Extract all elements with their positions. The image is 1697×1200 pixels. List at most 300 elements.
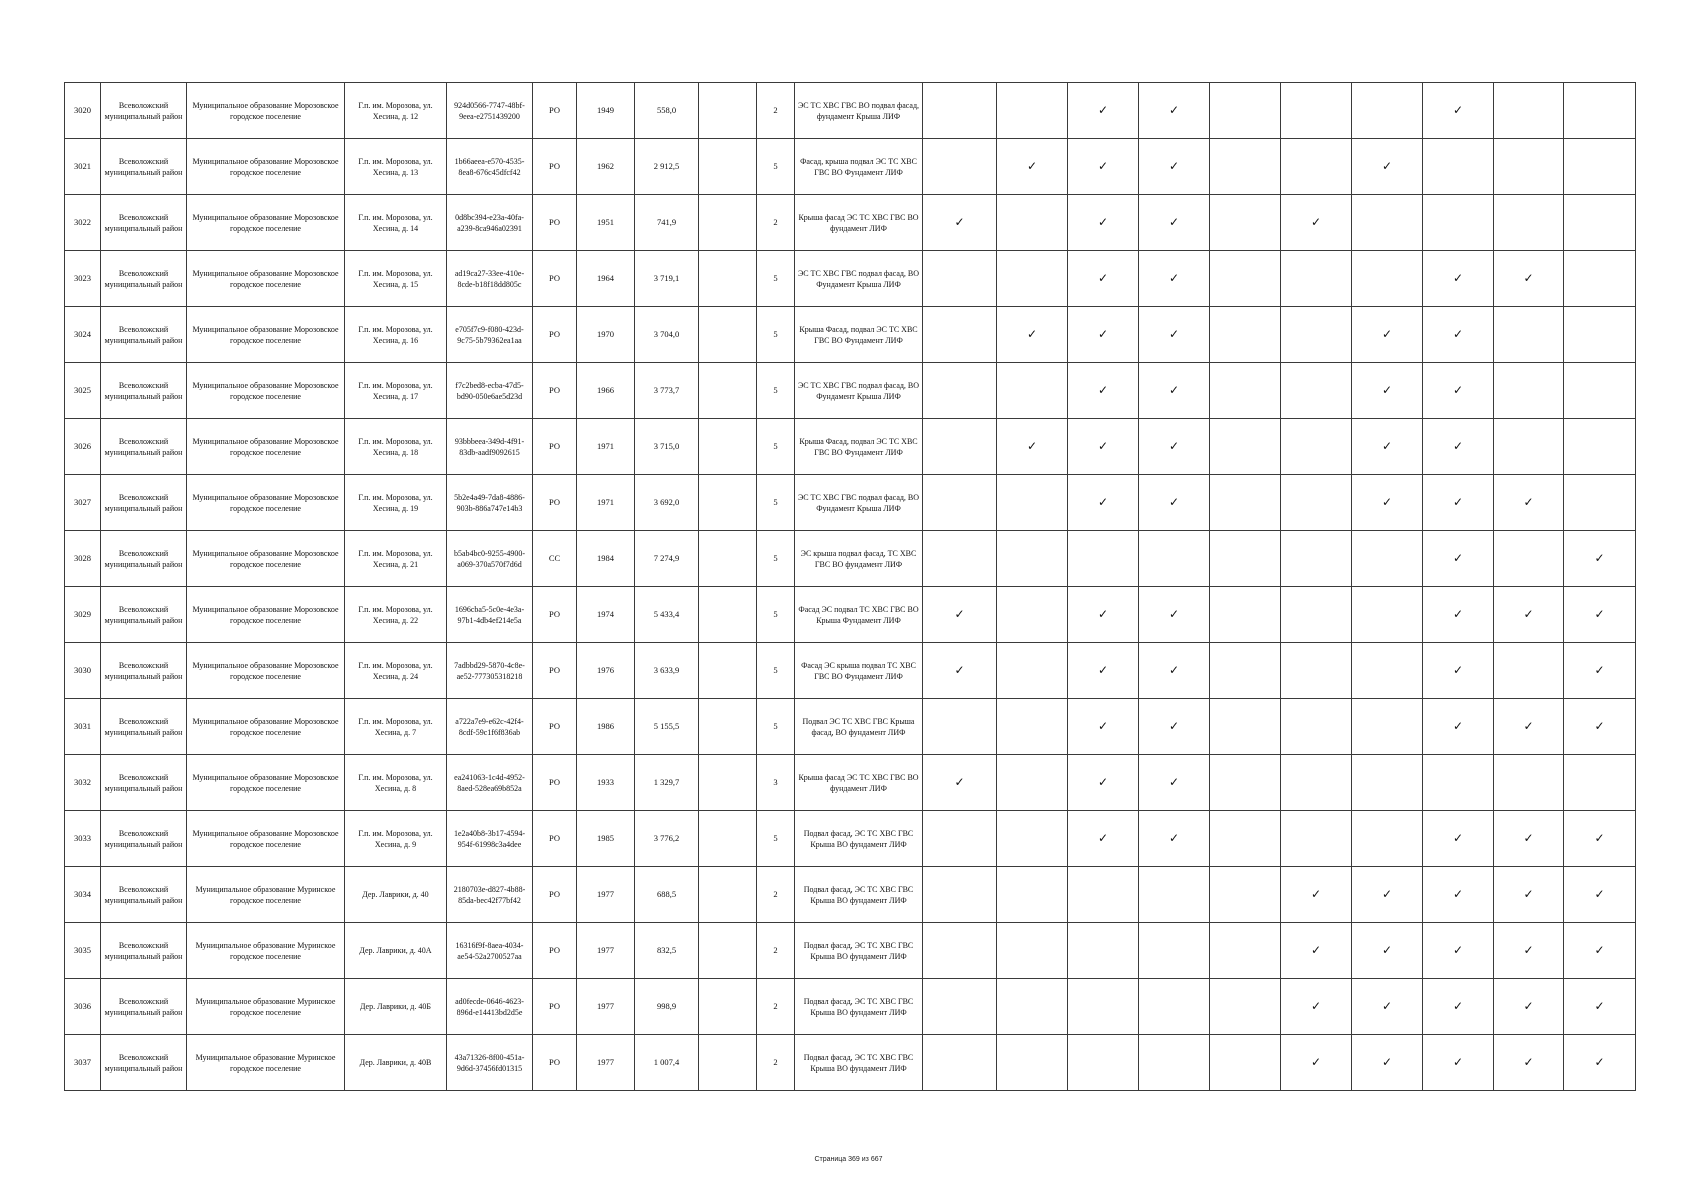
address-cell: Г.п. им. Морозова, ул. Хесина, д. 19 [345, 475, 447, 531]
check-mark-icon: ✓ [923, 587, 997, 643]
check-mark-icon: ✓ [1068, 755, 1139, 811]
check-mark-icon: ✓ [1423, 307, 1494, 363]
check-mark-icon: ✓ [1068, 307, 1139, 363]
row-number-cell: 3037 [65, 1035, 101, 1091]
check-mark-icon: ✓ [1423, 587, 1494, 643]
empty-check-cell [1494, 139, 1564, 195]
table-row [65, 755, 1636, 811]
address-cell: Г.п. им. Морозова, ул. Хесина, д. 17 [345, 363, 447, 419]
build-year-cell: 1977 [577, 867, 635, 923]
check-mark-icon: ✓ [1139, 307, 1210, 363]
house-guid-cell: e705f7c9-f080-423d-9c75-5b79362ea1aa [447, 307, 533, 363]
empty-check-cell [1281, 643, 1352, 699]
empty-check-cell [997, 251, 1068, 307]
municipality-cell: Муниципальное образование Морозовское городское поселение [187, 699, 345, 755]
empty-check-cell [997, 979, 1068, 1035]
house-guid-cell: 0d8bc394-e23a-40fa-a239-8ca946a02391 [447, 195, 533, 251]
works-list-cell: Подвал фасад, ЭС ТС ХВС ГВС Крыша ВО фундамент ЛИФ [795, 867, 923, 923]
district-cell: Всеволожский муниципальный район [101, 587, 187, 643]
empty-check-cell [1210, 811, 1281, 867]
address-cell: Г.п. им. Морозова, ул. Хесина, д. 15 [345, 251, 447, 307]
check-mark-icon: ✓ [1068, 139, 1139, 195]
check-mark-icon: ✓ [1139, 755, 1210, 811]
check-mark-icon: ✓ [1068, 419, 1139, 475]
check-mark-icon: ✓ [1068, 475, 1139, 531]
check-mark-icon: ✓ [1352, 979, 1423, 1035]
empty-cell [699, 419, 757, 475]
empty-check-cell [1210, 83, 1281, 139]
works-list-cell: Подвал фасад, ЭС ТС ХВС ГВС Крыша ВО фундамент ЛИФ [795, 811, 923, 867]
housing-register-table [64, 82, 1636, 1091]
municipality-cell: Муниципальное образование Морозовское городское поселение [187, 139, 345, 195]
empty-check-cell [1494, 531, 1564, 587]
district-cell: Всеволожский муниципальный район [101, 699, 187, 755]
floors-cell: 5 [757, 699, 795, 755]
area-cell: 741,9 [635, 195, 699, 251]
district-cell: Всеволожский муниципальный район [101, 755, 187, 811]
works-list-cell: Крыша Фасад, подвал ЭС ТС ХВС ГВС ВО Фундамент ЛИФ [795, 307, 923, 363]
house-type-cell: РО [533, 139, 577, 195]
empty-check-cell [1564, 139, 1636, 195]
empty-cell [699, 643, 757, 699]
works-list-cell: Фасад, крыша подвал ЭС ТС ХВС ГВС ВО Фундамент ЛИФ [795, 139, 923, 195]
empty-check-cell [997, 699, 1068, 755]
district-cell: Всеволожский муниципальный район [101, 307, 187, 363]
table-row [65, 1035, 1636, 1091]
check-mark-icon: ✓ [923, 195, 997, 251]
check-mark-icon: ✓ [1139, 699, 1210, 755]
empty-check-cell [1352, 195, 1423, 251]
build-year-cell: 1951 [577, 195, 635, 251]
check-mark-icon: ✓ [1564, 811, 1636, 867]
empty-cell [699, 587, 757, 643]
empty-check-cell [1564, 251, 1636, 307]
check-mark-icon: ✓ [1494, 979, 1564, 1035]
address-cell: Г.п. им. Морозова, ул. Хесина, д. 7 [345, 699, 447, 755]
house-guid-cell: 924d0566-7747-48bf-9eea-e2751439200 [447, 83, 533, 139]
row-number-cell: 3026 [65, 419, 101, 475]
check-mark-icon: ✓ [1139, 811, 1210, 867]
build-year-cell: 1971 [577, 475, 635, 531]
build-year-cell: 1976 [577, 643, 635, 699]
floors-cell: 2 [757, 923, 795, 979]
check-mark-icon: ✓ [1352, 475, 1423, 531]
row-number-cell: 3029 [65, 587, 101, 643]
house-guid-cell: 1e2a40b8-3b17-4594-954f-61998c3a4dee [447, 811, 533, 867]
check-mark-icon: ✓ [997, 307, 1068, 363]
table-row [65, 587, 1636, 643]
district-cell: Всеволожский муниципальный район [101, 531, 187, 587]
build-year-cell: 1974 [577, 587, 635, 643]
check-mark-icon: ✓ [1564, 587, 1636, 643]
empty-check-cell [1068, 1035, 1139, 1091]
build-year-cell: 1977 [577, 923, 635, 979]
works-list-cell: Подвал фасад, ЭС ТС ХВС ГВС Крыша ВО фундамент ЛИФ [795, 1035, 923, 1091]
house-guid-cell: 1696cba5-5c0e-4e3a-97b1-4db4ef214e5a [447, 587, 533, 643]
check-mark-icon: ✓ [923, 643, 997, 699]
area-cell: 558,0 [635, 83, 699, 139]
empty-check-cell [1281, 755, 1352, 811]
works-list-cell: Фасад ЭС крыша подвал ТС ХВС ГВС ВО Фундамент ЛИФ [795, 643, 923, 699]
empty-check-cell [997, 1035, 1068, 1091]
address-cell: Г.п. им. Морозова, ул. Хесина, д. 22 [345, 587, 447, 643]
works-list-cell: ЭС ТС ХВС ГВС подвал фасад, ВО Фундамент Крыша ЛИФ [795, 363, 923, 419]
floors-cell: 5 [757, 307, 795, 363]
empty-check-cell [1281, 811, 1352, 867]
house-type-cell: РО [533, 419, 577, 475]
empty-check-cell [1281, 363, 1352, 419]
check-mark-icon: ✓ [1068, 699, 1139, 755]
check-mark-icon: ✓ [1139, 475, 1210, 531]
house-guid-cell: f7c2bed8-ecba-47d5-bd90-050e6ae5d23d [447, 363, 533, 419]
empty-check-cell [997, 643, 1068, 699]
municipality-cell: Муниципальное образование Морозовское городское поселение [187, 251, 345, 307]
empty-cell [699, 307, 757, 363]
check-mark-icon: ✓ [1352, 363, 1423, 419]
house-guid-cell: b5ab4bc0-9255-4900-a069-370a570f7d6d [447, 531, 533, 587]
district-cell: Всеволожский муниципальный район [101, 363, 187, 419]
table-row [65, 979, 1636, 1035]
check-mark-icon: ✓ [997, 139, 1068, 195]
row-number-cell: 3025 [65, 363, 101, 419]
empty-check-cell [1352, 811, 1423, 867]
check-mark-icon: ✓ [1281, 195, 1352, 251]
house-guid-cell: 16316f9f-8aea-4034-ae54-52a2700527aa [447, 923, 533, 979]
empty-check-cell [1352, 531, 1423, 587]
house-guid-cell: 2180703e-d827-4b88-85da-bec42f77bf42 [447, 867, 533, 923]
row-number-cell: 3022 [65, 195, 101, 251]
municipality-cell: Муниципальное образование Муринское городское поселение [187, 867, 345, 923]
row-number-cell: 3036 [65, 979, 101, 1035]
check-mark-icon: ✓ [1423, 979, 1494, 1035]
check-mark-icon: ✓ [1068, 251, 1139, 307]
empty-check-cell [1210, 867, 1281, 923]
area-cell: 5 433,4 [635, 587, 699, 643]
empty-cell [699, 363, 757, 419]
table-row [65, 811, 1636, 867]
empty-check-cell [1423, 195, 1494, 251]
check-mark-icon: ✓ [1423, 643, 1494, 699]
works-list-cell: ЭС ТС ХВС ГВС подвал фасад, ВО Фундамент Крыша ЛИФ [795, 475, 923, 531]
check-mark-icon: ✓ [1494, 699, 1564, 755]
empty-check-cell [997, 531, 1068, 587]
empty-check-cell [1352, 251, 1423, 307]
municipality-cell: Муниципальное образование Морозовское городское поселение [187, 419, 345, 475]
empty-check-cell [1564, 363, 1636, 419]
house-guid-cell: 1b66aeea-e570-4535-8ea8-676c45dfcf42 [447, 139, 533, 195]
check-mark-icon: ✓ [1352, 419, 1423, 475]
works-list-cell: Подвал фасад, ЭС ТС ХВС ГВС Крыша ВО фундамент ЛИФ [795, 923, 923, 979]
district-cell: Всеволожский муниципальный район [101, 475, 187, 531]
works-list-cell: ЭС крыша подвал фасад, ТС ХВС ГВС ВО фундамент ЛИФ [795, 531, 923, 587]
house-guid-cell: ad0fecde-0646-4623-896d-e14413bd2d5e [447, 979, 533, 1035]
district-cell: Всеволожский муниципальный район [101, 419, 187, 475]
empty-check-cell [1210, 139, 1281, 195]
row-number-cell: 3024 [65, 307, 101, 363]
empty-cell [699, 755, 757, 811]
area-cell: 3 776,2 [635, 811, 699, 867]
empty-check-cell [1281, 475, 1352, 531]
works-list-cell: ЭС ТС ХВС ГВС подвал фасад, ВО Фундамент Крыша ЛИФ [795, 251, 923, 307]
house-type-cell: СС [533, 531, 577, 587]
row-number-cell: 3032 [65, 755, 101, 811]
empty-check-cell [1494, 363, 1564, 419]
municipality-cell: Муниципальное образование Муринское городское поселение [187, 923, 345, 979]
address-cell: Г.п. им. Морозова, ул. Хесина, д. 18 [345, 419, 447, 475]
build-year-cell: 1977 [577, 1035, 635, 1091]
empty-check-cell [923, 139, 997, 195]
empty-check-cell [1494, 643, 1564, 699]
empty-check-cell [997, 811, 1068, 867]
empty-cell [699, 699, 757, 755]
empty-check-cell [1210, 755, 1281, 811]
table-row [65, 307, 1636, 363]
district-cell: Всеволожский муниципальный район [101, 83, 187, 139]
house-guid-cell: ad19ca27-33ee-410e-8cde-b18f18dd805c [447, 251, 533, 307]
address-cell: Г.п. им. Морозова, ул. Хесина, д. 14 [345, 195, 447, 251]
check-mark-icon: ✓ [1352, 867, 1423, 923]
empty-check-cell [1281, 587, 1352, 643]
check-mark-icon: ✓ [1494, 251, 1564, 307]
check-mark-icon: ✓ [1139, 643, 1210, 699]
municipality-cell: Муниципальное образование Морозовское городское поселение [187, 195, 345, 251]
empty-check-cell [1494, 755, 1564, 811]
empty-check-cell [1139, 923, 1210, 979]
check-mark-icon: ✓ [1352, 307, 1423, 363]
empty-check-cell [1210, 1035, 1281, 1091]
empty-check-cell [1210, 307, 1281, 363]
build-year-cell: 1977 [577, 979, 635, 1035]
empty-check-cell [1210, 979, 1281, 1035]
area-cell: 3 715,0 [635, 419, 699, 475]
check-mark-icon: ✓ [1423, 923, 1494, 979]
floors-cell: 2 [757, 867, 795, 923]
build-year-cell: 1984 [577, 531, 635, 587]
house-guid-cell: ea241063-1c4d-4952-8aed-528ea69b852a [447, 755, 533, 811]
check-mark-icon: ✓ [1352, 139, 1423, 195]
municipality-cell: Муниципальное образование Морозовское городское поселение [187, 643, 345, 699]
row-number-cell: 3023 [65, 251, 101, 307]
empty-check-cell [923, 923, 997, 979]
empty-check-cell [1139, 867, 1210, 923]
empty-check-cell [1352, 699, 1423, 755]
check-mark-icon: ✓ [1564, 643, 1636, 699]
house-guid-cell: 93bbbeea-349d-4f91-83db-aadf9092615 [447, 419, 533, 475]
empty-check-cell [923, 419, 997, 475]
empty-check-cell [997, 475, 1068, 531]
area-cell: 2 912,5 [635, 139, 699, 195]
check-mark-icon: ✓ [1564, 923, 1636, 979]
check-mark-icon: ✓ [1068, 643, 1139, 699]
floors-cell: 5 [757, 811, 795, 867]
row-number-cell: 3031 [65, 699, 101, 755]
check-mark-icon: ✓ [1352, 923, 1423, 979]
empty-check-cell [1068, 531, 1139, 587]
empty-check-cell [923, 363, 997, 419]
empty-cell [699, 979, 757, 1035]
empty-check-cell [1352, 83, 1423, 139]
empty-check-cell [1494, 307, 1564, 363]
district-cell: Всеволожский муниципальный район [101, 923, 187, 979]
area-cell: 832,5 [635, 923, 699, 979]
check-mark-icon: ✓ [1139, 587, 1210, 643]
empty-check-cell [1564, 307, 1636, 363]
row-number-cell: 3030 [65, 643, 101, 699]
check-mark-icon: ✓ [1423, 475, 1494, 531]
works-list-cell: ЭС ТС ХВС ГВС ВО подвал фасад, фундамент Крыша ЛИФ [795, 83, 923, 139]
municipality-cell: Муниципальное образование Морозовское городское поселение [187, 307, 345, 363]
check-mark-icon: ✓ [1494, 811, 1564, 867]
check-mark-icon: ✓ [1423, 531, 1494, 587]
check-mark-icon: ✓ [1139, 139, 1210, 195]
area-cell: 1 007,4 [635, 1035, 699, 1091]
empty-cell [699, 923, 757, 979]
floors-cell: 5 [757, 363, 795, 419]
municipality-cell: Муниципальное образование Морозовское городское поселение [187, 755, 345, 811]
empty-check-cell [1210, 587, 1281, 643]
empty-check-cell [1352, 643, 1423, 699]
area-cell: 5 155,5 [635, 699, 699, 755]
empty-check-cell [1210, 475, 1281, 531]
build-year-cell: 1949 [577, 83, 635, 139]
floors-cell: 2 [757, 979, 795, 1035]
table-row [65, 531, 1636, 587]
row-number-cell: 3028 [65, 531, 101, 587]
build-year-cell: 1986 [577, 699, 635, 755]
check-mark-icon: ✓ [1423, 699, 1494, 755]
municipality-cell: Муниципальное образование Морозовское городское поселение [187, 811, 345, 867]
address-cell: Дер. Лаврики, д. 40А [345, 923, 447, 979]
municipality-cell: Муниципальное образование Морозовское городское поселение [187, 475, 345, 531]
floors-cell: 3 [757, 755, 795, 811]
empty-check-cell [1210, 699, 1281, 755]
empty-check-cell [923, 307, 997, 363]
floors-cell: 5 [757, 251, 795, 307]
check-mark-icon: ✓ [1139, 195, 1210, 251]
check-mark-icon: ✓ [1281, 1035, 1352, 1091]
check-mark-icon: ✓ [1564, 1035, 1636, 1091]
district-cell: Всеволожский муниципальный район [101, 643, 187, 699]
check-mark-icon: ✓ [923, 755, 997, 811]
empty-check-cell [997, 587, 1068, 643]
empty-cell [699, 83, 757, 139]
municipality-cell: Муниципальное образование Морозовское городское поселение [187, 83, 345, 139]
house-type-cell: РО [533, 363, 577, 419]
address-cell: Г.п. им. Морозова, ул. Хесина, д. 13 [345, 139, 447, 195]
empty-check-cell [997, 363, 1068, 419]
empty-check-cell [1068, 867, 1139, 923]
empty-check-cell [1281, 251, 1352, 307]
empty-check-cell [1281, 139, 1352, 195]
house-type-cell: РО [533, 811, 577, 867]
check-mark-icon: ✓ [1423, 811, 1494, 867]
area-cell: 3 692,0 [635, 475, 699, 531]
empty-check-cell [1139, 531, 1210, 587]
address-cell: Г.п. им. Морозова, ул. Хесина, д. 12 [345, 83, 447, 139]
district-cell: Всеволожский муниципальный район [101, 979, 187, 1035]
empty-check-cell [1210, 419, 1281, 475]
house-type-cell: РО [533, 251, 577, 307]
floors-cell: 5 [757, 139, 795, 195]
empty-check-cell [1564, 419, 1636, 475]
check-mark-icon: ✓ [1068, 195, 1139, 251]
empty-check-cell [1494, 419, 1564, 475]
check-mark-icon: ✓ [1281, 867, 1352, 923]
empty-cell [699, 531, 757, 587]
empty-check-cell [1210, 531, 1281, 587]
empty-check-cell [1210, 363, 1281, 419]
table-row [65, 699, 1636, 755]
table-row [65, 83, 1636, 139]
address-cell: Дер. Лаврики, д. 40В [345, 1035, 447, 1091]
empty-check-cell [923, 1035, 997, 1091]
check-mark-icon: ✓ [1423, 251, 1494, 307]
check-mark-icon: ✓ [1564, 979, 1636, 1035]
build-year-cell: 1970 [577, 307, 635, 363]
empty-check-cell [1423, 139, 1494, 195]
check-mark-icon: ✓ [1494, 867, 1564, 923]
empty-check-cell [1210, 195, 1281, 251]
house-type-cell: РО [533, 587, 577, 643]
works-list-cell: Фасад ЭС подвал ТС ХВС ГВС ВО Крыша Фундамент ЛИФ [795, 587, 923, 643]
empty-check-cell [1352, 755, 1423, 811]
floors-cell: 2 [757, 83, 795, 139]
works-list-cell: Крыша Фасад, подвал ЭС ТС ХВС ГВС ВО Фундамент ЛИФ [795, 419, 923, 475]
district-cell: Всеволожский муниципальный район [101, 867, 187, 923]
check-mark-icon: ✓ [1423, 1035, 1494, 1091]
check-mark-icon: ✓ [1494, 475, 1564, 531]
row-number-cell: 3035 [65, 923, 101, 979]
check-mark-icon: ✓ [1139, 419, 1210, 475]
check-mark-icon: ✓ [1068, 811, 1139, 867]
district-cell: Всеволожский муниципальный район [101, 195, 187, 251]
empty-cell [699, 475, 757, 531]
empty-check-cell [1068, 923, 1139, 979]
district-cell: Всеволожский муниципальный район [101, 1035, 187, 1091]
check-mark-icon: ✓ [1068, 83, 1139, 139]
check-mark-icon: ✓ [1564, 699, 1636, 755]
house-type-cell: РО [533, 867, 577, 923]
row-number-cell: 3027 [65, 475, 101, 531]
area-cell: 1 329,7 [635, 755, 699, 811]
row-number-cell: 3033 [65, 811, 101, 867]
house-type-cell: РО [533, 83, 577, 139]
build-year-cell: 1964 [577, 251, 635, 307]
check-mark-icon: ✓ [1139, 363, 1210, 419]
house-type-cell: РО [533, 475, 577, 531]
address-cell: Г.п. им. Морозова, ул. Хесина, д. 24 [345, 643, 447, 699]
check-mark-icon: ✓ [1564, 531, 1636, 587]
house-type-cell: РО [533, 307, 577, 363]
house-guid-cell: 5b2e4a49-7da8-4886-903b-886a747e14b3 [447, 475, 533, 531]
house-guid-cell: 7adbbd29-5870-4c8e-ae52-777305318218 [447, 643, 533, 699]
empty-check-cell [1281, 83, 1352, 139]
table-row [65, 139, 1636, 195]
empty-cell [699, 139, 757, 195]
empty-check-cell [997, 923, 1068, 979]
district-cell: Всеволожский муниципальный район [101, 251, 187, 307]
check-mark-icon: ✓ [1281, 979, 1352, 1035]
empty-check-cell [923, 83, 997, 139]
table-row [65, 419, 1636, 475]
floors-cell: 5 [757, 475, 795, 531]
area-cell: 3 704,0 [635, 307, 699, 363]
floors-cell: 2 [757, 1035, 795, 1091]
municipality-cell: Муниципальное образование Морозовское городское поселение [187, 363, 345, 419]
check-mark-icon: ✓ [1139, 83, 1210, 139]
district-cell: Всеволожский муниципальный район [101, 139, 187, 195]
house-type-cell: РО [533, 979, 577, 1035]
